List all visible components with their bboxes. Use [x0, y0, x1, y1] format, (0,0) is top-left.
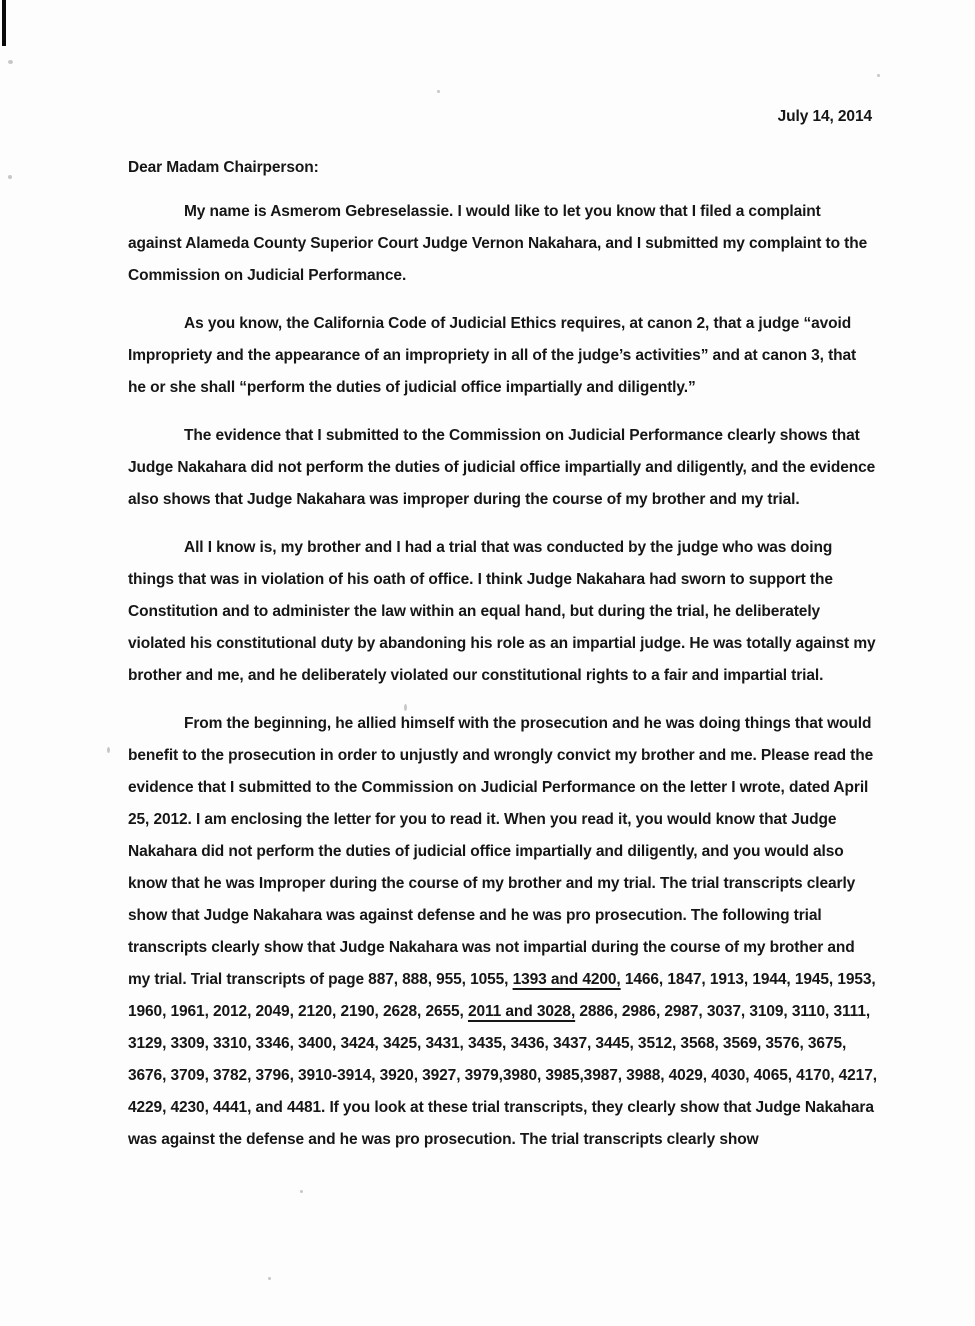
letter-salutation: Dear Madam Chairperson:	[128, 159, 319, 176]
text-run: 1466, 1847, 1913, 1944, 1945, 1953, 1960, 1961, 2012, 2049, 2120, 2190, 2628, 2655,	[128, 971, 876, 1020]
scan-speck	[107, 747, 110, 753]
text-run: My name is Asmerom Gebreselassie. I would like to let you know that I filed a complaint against Alameda County Superior Court Judge Vernon Nakahara, and I submitted my complaint to the Commission on Judicial Performance.	[128, 203, 868, 284]
text-run: The evidence that I submitted to the Commission on Judicial Performance clearly shows that Judge Nakahara did not perform the duties of judicial office impartially and diligently, and the evidence also shows that Judge Nakahara was improper during the course of my brother and my trial.	[128, 427, 876, 508]
letter-content	[128, 106, 878, 1156]
paragraph	[128, 196, 878, 292]
text-run: All I know is, my brother and I had a trial that was conducted by the judge who was doing things that was in violation of his oath of office. I think Judge Nakahara had sworn to support the Constitution and to administer the law within an equal hand, but during the trial, he deliberately violated his constitutional duty by abandoning his role as an impartial judge. He was totally against my brother and me, and he deliberately violated our constitutional rights to a fair and impartial trial.	[128, 539, 876, 684]
paragraph	[128, 420, 878, 516]
paragraph	[128, 532, 878, 692]
letter-body	[128, 196, 878, 1156]
scan-speck	[437, 90, 440, 93]
paragraph	[128, 708, 878, 1156]
scan-speck	[268, 1277, 271, 1280]
scan-artifact-corner-bar	[2, 0, 6, 46]
scan-speck	[8, 175, 12, 179]
letter-date: July 14, 2014	[777, 108, 872, 125]
scan-speck	[877, 74, 880, 77]
text-run: As you know, the California Code of Judicial Ethics requires, at canon 2, that a judge “avoid Impropriety and the appearance of an impropriety in all of the judge’s activities” and at canon 3, that he or she shall “perform the duties of judicial office impartially and diligently.”	[128, 315, 857, 396]
scan-speck	[8, 60, 13, 64]
text-run: 2886, 2986, 2987, 3037, 3109, 3110, 3111, 3129, 3309, 3310, 3346, 3400, 3424, 3425, 3431, 3435, 3436, 3437, 3445, 3512, 3568, 3569, 3576, 3675, 3676, 3709, 3782, 3796, 3910-3914, 3920, 3927, 3979,3980, 3985,3987, 3988, 4029, 4030, 4065, 4170, 4217, 4229, 4230, 4441, and 4481. If you look at these trial transcripts, they clearly show that Judge Nakahara was against the defense and he was pro prosecution. The trial transcripts clearly show	[128, 1003, 877, 1148]
paragraph	[128, 308, 878, 404]
underlined-text: 1393 and 4200,	[512, 971, 621, 988]
scan-speck	[300, 1190, 303, 1193]
underlined-text: 2011 and 3028,	[467, 1003, 576, 1020]
text-run: From the beginning, he allied himself with the prosecution and he was doing things that would benefit to the prosecution in order to unjustly and wrongly convict my brother and me. Please read the evidence that I submitted to the Commission on Judicial Performance on the letter I wrote, dated April 25, 2012. I am enclosing the letter for you to read it. When you read it, you would know that Judge Nakahara did not perform the duties of judicial office impartially and diligently, and you would also know that he was Improper during the course of my brother and my trial. The trial transcripts clearly show that Judge Nakahara was against defense and he was pro prosecution. The following trial transcripts clearly show that Judge Nakahara was not impartial during the course of my brother and my trial. Trial transcripts of page 887, 888, 955, 1055,	[128, 715, 874, 988]
